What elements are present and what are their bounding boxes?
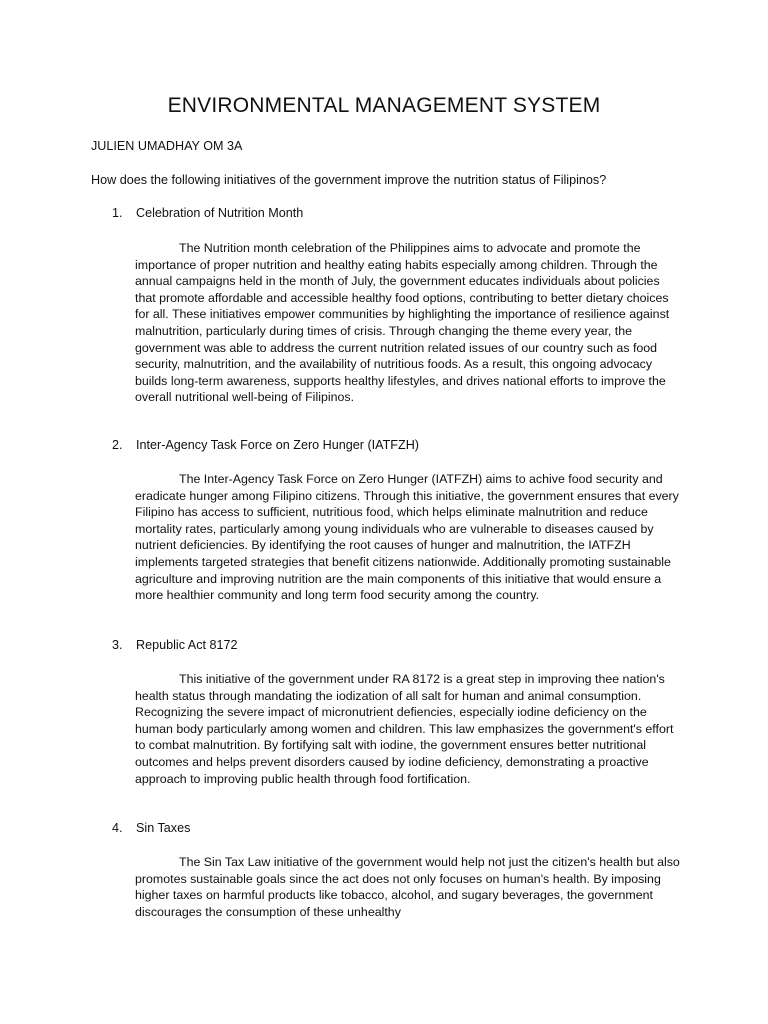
item-heading-text: Sin Taxes	[136, 821, 191, 835]
item-heading-3	[112, 638, 238, 652]
item-paragraph-2: The Inter-Agency Task Force on Zero Hunger (IATFZH) aims to achive food security and eradicate hunger among Filipino citizens. Through this initiative, the government ensures that every Filipino has access to sufficient, nutritious food, which helps eliminate malnutrition and reduce mortality rates, particularly among young individuals who are vulnerable to diseases caused by nutrient deficiencies. By identifying the root causes of hunger and malnutrition, the IATFZH implements targeted strategies that benefit citizens nationwide. Additionally promoting sustainable agriculture and improving nutrition are the main components of this initiative that would ensure a more healthier community and long term food security among the country.	[135, 472, 679, 603]
item-heading-text: Inter-Agency Task Force on Zero Hunger (IATFZH)	[136, 438, 419, 452]
question-line: How does the following initiatives of the government improve the nutrition status of Filipinos?	[91, 173, 607, 187]
author-line: JULIEN UMADHAY OM 3A	[91, 139, 243, 153]
item-paragraph-1: The Nutrition month celebration of the Philippines aims to advocate and promote the importance of proper nutrition and healthy eating habits especially among children. Through the annual campaigns held in the month of July, the government educates individuals about policies that promote affordable and accessible healthy food options, contributing to better dietary choices for all. These initiatives empower communities by highlighting the importance of resilience against malnutrition, particularly during times of crisis. Through changing the theme every year, the government was able to address the current nutrition related issues of our country such as food security, malnutrition, and the availability of nutritious foods. As a result, this ongoing advocacy builds long-term awareness, supports healthy lifestyles, and drives national efforts to improve the overall nutritional well-being of Filipinos.	[135, 241, 670, 405]
item-number: 3.	[112, 638, 123, 652]
item-heading-text: Republic Act 8172	[136, 638, 238, 652]
item-heading-1	[112, 206, 303, 220]
item-heading-text: Celebration of Nutrition Month	[136, 206, 304, 220]
item-number: 2.	[112, 438, 123, 452]
document-title: ENVIRONMENTAL MANAGEMENT SYSTEM	[167, 94, 601, 117]
item-paragraph-4: The Sin Tax Law initiative of the government would help not just the citizen's health but also promotes sustainable goals since the act does not only focuses on human's health. By imposing higher taxes on harmful products like tobacco, alcohol, and sugary beverages, the government discourages the consumption of these unhealthy	[135, 855, 680, 919]
item-number: 1.	[112, 206, 123, 220]
item-heading-2	[112, 438, 419, 452]
item-heading-4	[112, 821, 190, 835]
item-paragraph-3: This initiative of the government under RA 8172 is a great step in improving thee nation's health status through mandating the iodization of all salt for human and animal consumption. Recognizing the severe impact of micronutrient defiencies, especially iodine deficiency on the human body particularly among women and children. This law emphasizes the government's effort to combat malnutrition. By fortifying salt with iodine, the government ensures better nutritional outcomes and helps prevent disorders caused by iodine deficiency, demonstrating a proactive approach to improving public health through food fortification.	[135, 672, 674, 786]
item-number: 4.	[112, 821, 123, 835]
